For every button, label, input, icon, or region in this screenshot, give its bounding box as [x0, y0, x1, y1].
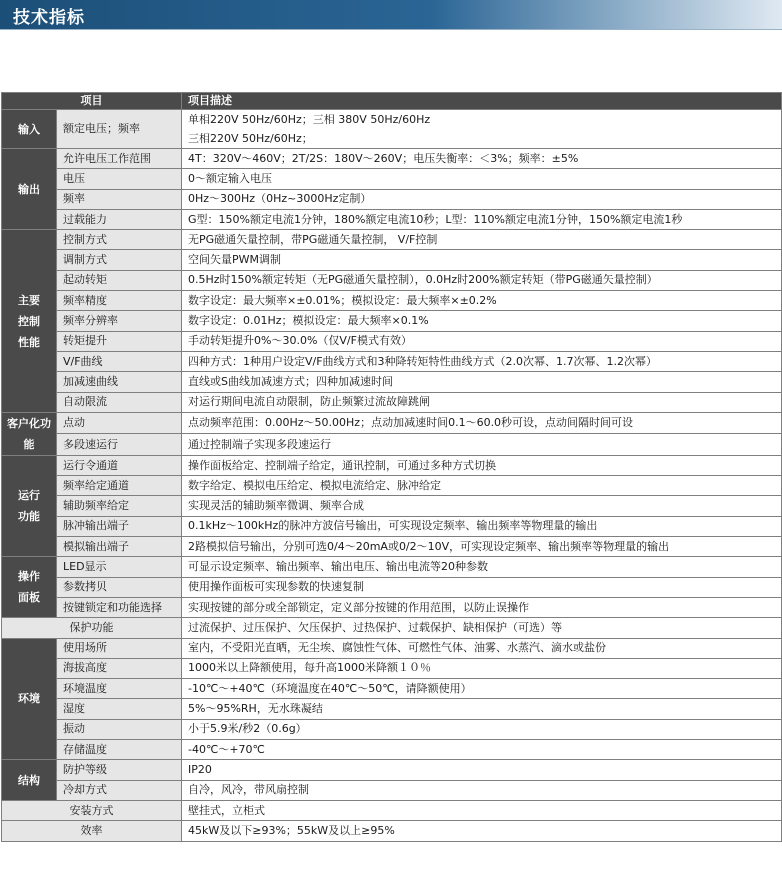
section-label: [2, 557, 57, 618]
section-label-text: 输出: [18, 182, 40, 196]
row-label: 参数拷贝: [57, 577, 182, 597]
description-line: 手动转矩提升0%～30.0%（仅V/F模式有效）: [188, 334, 412, 348]
row-label: 允许电压工作范围: [57, 149, 182, 169]
table-row: [2, 331, 782, 351]
row-description: [182, 250, 782, 270]
description-line: 可显示设定频率、输出频率、输出电压、输出电流等20种参数: [188, 559, 488, 573]
description-line: 单相220V 50Hz/60Hz；三相 380V 50Hz/60Hz: [188, 113, 431, 126]
table-row: [2, 800, 782, 820]
row-label: 冷却方式: [57, 780, 182, 800]
section-label-text: 客户化功能: [7, 416, 51, 451]
row-description: [182, 434, 782, 456]
table-row: [2, 311, 782, 331]
row-description: [182, 455, 782, 475]
row-description: [182, 780, 782, 800]
row-label: 海拔高度: [57, 658, 182, 678]
table-row: [2, 699, 782, 719]
table-row: [2, 780, 782, 800]
description-line: 操作面板给定、控制端子给定，通讯控制，可通过多种方式切换: [188, 458, 496, 472]
table-row: [2, 618, 782, 638]
table-row: [2, 270, 782, 290]
table-row: [2, 230, 782, 250]
header-item: 项目: [2, 93, 182, 110]
row-description: [182, 618, 782, 638]
description-line: 0～额定输入电压: [188, 171, 272, 185]
table-row: [2, 638, 782, 658]
row-description: [182, 311, 782, 331]
row-label: 存储温度: [57, 740, 182, 760]
table-row: [2, 537, 782, 557]
row-description: [182, 597, 782, 617]
description-line: 小于5.9米/秒2（0.6g）: [188, 722, 307, 736]
description-line: 空间矢量PWM调制: [188, 253, 282, 267]
row-description: [182, 372, 782, 392]
description-line: 使用操作面板可实现参数的快速复制: [188, 580, 364, 594]
row-label: 环境温度: [57, 679, 182, 699]
table-row: [2, 372, 782, 392]
table-row: [2, 149, 782, 169]
description-line: 0Hz～300Hz（0Hz~3000Hz定制）: [188, 192, 372, 206]
description-line: 数字设定：最大频率×±0.01%；模拟设定：最大频率×±0.2%: [188, 293, 497, 307]
row-description: [182, 537, 782, 557]
description-line: 四种方式：1种用户设定V/F曲线方式和3种降转矩特性曲线方式（2.0次幂、1.7次幂、1.2次幂）: [188, 354, 658, 368]
row-label: 脉冲输出端子: [57, 516, 182, 536]
row-description: [182, 351, 782, 371]
description-line: 2路模拟信号输出，分别可选0/4～20mA或0/2～10V，可实现设定频率、输出频率等物理量的输出: [188, 539, 670, 553]
table-row: [2, 455, 782, 475]
row-label: 转矩提升: [57, 331, 182, 351]
row-description: [182, 760, 782, 780]
section-label: [2, 230, 57, 413]
table-row: [2, 169, 782, 189]
section-label-text: 环境: [18, 692, 40, 706]
row-description: [182, 740, 782, 760]
spec-table-body: [2, 110, 782, 842]
description-line: 点动频率范围：0.00Hz～50.00Hz；点动加减速时间0.1～60.0秒可设，点动间隔时间可设: [188, 416, 634, 430]
description-line: 对运行期间电流自动限制，防止频繁过流故障跳闸: [188, 395, 430, 409]
row-label: 起动转矩: [57, 270, 182, 290]
table-row: [2, 740, 782, 760]
row-label: 电压: [57, 169, 182, 189]
description-line: 4T：320V～460V；2T/2S：180V～260V；电压失衡率：＜3%；频率：±5%: [188, 151, 579, 165]
row-description: [182, 189, 782, 209]
description-line: 1000米以上降额使用，每升高1000米降额１０％: [188, 661, 431, 675]
table-row: [2, 577, 782, 597]
row-description: [182, 476, 782, 496]
row-description: [182, 209, 782, 229]
row-label: V/F曲线: [57, 351, 182, 371]
section-label-text: 输入: [18, 122, 40, 136]
banner-divider: [0, 29, 782, 30]
description-line: G型：150%额定电流1分钟，180%额定电流10秒；L型：110%额定电流1分钟，150%额定电流1秒: [188, 212, 683, 226]
row-label: 过载能力: [57, 209, 182, 229]
section-label: [2, 412, 57, 455]
row-label: 运行令通道: [57, 455, 182, 475]
section-label: [2, 638, 57, 760]
table-row: [2, 476, 782, 496]
row-description: [182, 719, 782, 739]
table-row: [2, 412, 782, 434]
row-label: 点动: [57, 412, 182, 434]
description-line: 三相220V 50Hz/60Hz；: [188, 132, 313, 145]
description-line: 实现按键的部分或全部锁定，定义部分按键的作用范围，以防止误操作: [188, 600, 529, 614]
row-label: 湿度: [57, 699, 182, 719]
description-line: 直线或S曲线加减速方式；四种加减速时间: [188, 374, 393, 388]
description-line: 壁挂式，立柜式: [188, 803, 265, 817]
row-label: 控制方式: [57, 230, 182, 250]
row-label: 振动: [57, 719, 182, 739]
row-label: 加减速曲线: [57, 372, 182, 392]
section-label-text: 运行功能: [18, 489, 40, 524]
table-row: [2, 679, 782, 699]
description-line: 45kW及以下≥93%；55kW及以上≥95%: [188, 823, 395, 837]
row-description: [182, 679, 782, 699]
description-line: 数字给定、模拟电压给定、模拟电流给定、脉冲给定: [188, 478, 441, 492]
table-row: [2, 516, 782, 536]
section-label: [2, 149, 57, 230]
row-description: [182, 800, 782, 820]
table-row: [2, 291, 782, 311]
description-line: -10℃～+40℃（环境温度在40℃～50℃，请降额使用）: [188, 681, 472, 695]
row-description: [182, 270, 782, 290]
row-label: 辅助频率给定: [57, 496, 182, 516]
table-row: [2, 658, 782, 678]
section-label: [2, 110, 57, 149]
description-line: 数字设定：0.01Hz；模拟设定：最大频率×0.1%: [188, 314, 429, 328]
row-label: 多段速运行: [57, 434, 182, 456]
row-description: [182, 699, 782, 719]
row-description: [182, 658, 782, 678]
table-row: [2, 110, 782, 149]
row-description: [182, 496, 782, 516]
description-line: -40℃～+70℃: [188, 742, 265, 756]
description-line: 过流保护、过压保护、欠压保护、过热保护、过载保护、缺相保护（可选）等: [188, 620, 562, 634]
row-label: 模拟输出端子: [57, 537, 182, 557]
table-row: [2, 719, 782, 739]
description-line: 0.1kHz～100kHz的脉冲方波信号输出，可实现设定频率、输出频率等物理量的输出: [188, 519, 598, 533]
table-row: [2, 557, 782, 577]
description-line: 自冷，风冷，带风扇控制: [188, 783, 309, 797]
row-description: [182, 331, 782, 351]
description-line: IP20: [188, 762, 212, 776]
row-description: [182, 291, 782, 311]
table-row: [2, 760, 782, 780]
table-row: [2, 434, 782, 456]
table-row: [2, 496, 782, 516]
row-label: 频率给定通道: [57, 476, 182, 496]
row-label: 安装方式: [2, 800, 182, 820]
row-description: [182, 392, 782, 412]
page-title: 技术指标: [13, 8, 85, 28]
row-description: [182, 577, 782, 597]
row-description: [182, 149, 782, 169]
header-description: 项目描述: [182, 93, 782, 110]
section-label: [2, 455, 57, 556]
spec-table: [1, 92, 782, 842]
row-description: [182, 110, 782, 149]
row-label: 效率: [2, 821, 182, 841]
row-label: LED显示: [57, 557, 182, 577]
section-label: [2, 760, 57, 801]
table-row: [2, 250, 782, 270]
row-label: 自动限流: [57, 392, 182, 412]
row-label: 调制方式: [57, 250, 182, 270]
table-header-row: [2, 93, 782, 110]
description-line: 0.5Hz时150%额定转矩（无PG磁通矢量控制），0.0Hz时200%额定转矩（带PG磁通矢量控制）: [188, 273, 658, 287]
row-description: [182, 557, 782, 577]
section-label-text: 主要控制性能: [18, 293, 40, 349]
description-line: 通过控制端子实现多段速运行: [188, 437, 331, 451]
table-row: [2, 351, 782, 371]
description-line: 5%～95%RH，无水珠凝结: [188, 702, 323, 716]
title-banner: [0, 0, 782, 29]
description-line: 无PG磁通矢量控制，带PG磁通矢量控制， V/F控制: [188, 232, 438, 246]
row-label: 按键锁定和功能选择: [57, 597, 182, 617]
table-row: [2, 597, 782, 617]
row-label: 防护等级: [57, 760, 182, 780]
table-row: [2, 189, 782, 209]
row-description: [182, 516, 782, 536]
description-line: 实现灵活的辅助频率微调、频率合成: [188, 499, 364, 513]
description-line: 室内，不受阳光直晒，无尘埃、腐蚀性气体、可燃性气体、油雾、水蒸汽、滴水或盐份: [188, 641, 606, 655]
section-label-text: 操作面板: [18, 570, 40, 605]
row-description: [182, 169, 782, 189]
row-label: 使用场所: [57, 638, 182, 658]
row-description: [182, 412, 782, 434]
table-row: [2, 821, 782, 841]
row-description: [182, 230, 782, 250]
row-label: 保护功能: [2, 618, 182, 638]
row-label: 额定电压；频率: [57, 110, 182, 149]
row-description: [182, 821, 782, 841]
table-row: [2, 392, 782, 412]
row-label: 频率分辨率: [57, 311, 182, 331]
row-label: 频率: [57, 189, 182, 209]
section-label-text: 结构: [18, 773, 40, 787]
row-label: 频率精度: [57, 291, 182, 311]
row-description: [182, 638, 782, 658]
table-row: [2, 209, 782, 229]
